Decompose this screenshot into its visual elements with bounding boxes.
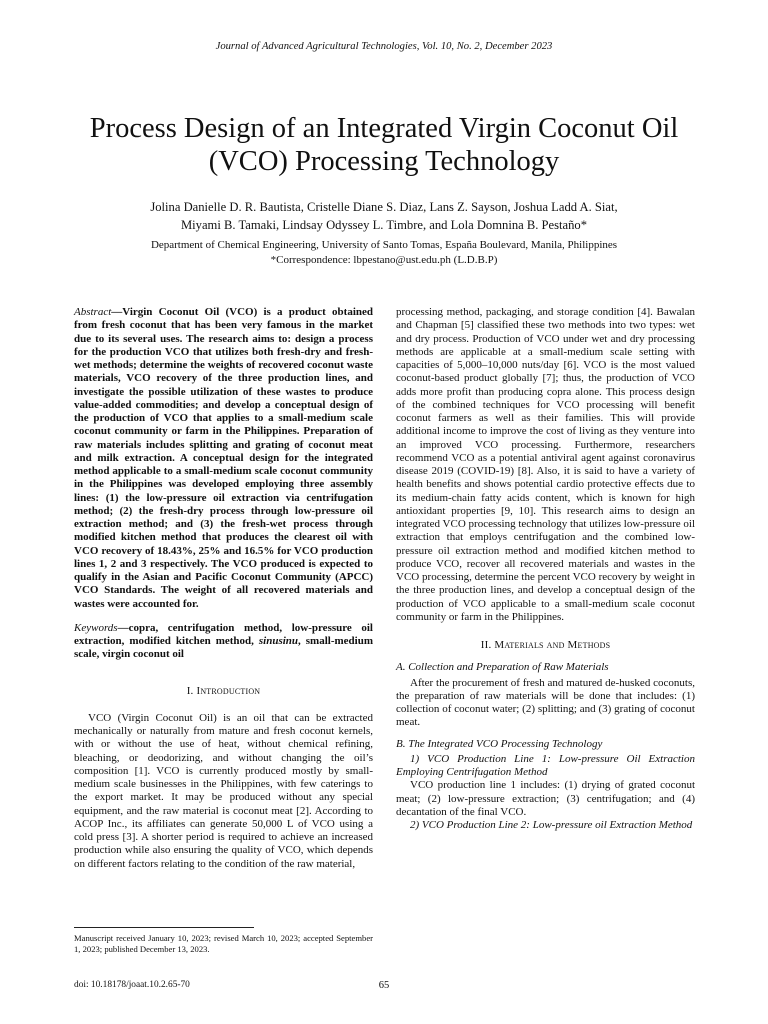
keywords-text-a: —copra, centrifugation method, low-pressure oil extraction, modified kitchen method,	[74, 621, 373, 647]
affiliation-block	[40, 238, 728, 267]
journal-header: Journal of Advanced Agricultural Technologies, Vol. 10, No. 2, December 2023	[215, 41, 553, 52]
keywords-text-b: , small-medium scale, virgin coconut oil	[74, 635, 373, 661]
manuscript-footnote: Manuscript received January 10, 2023; revised March 10, 2023; accepted September 1, 2023; published December 13, 2023.	[74, 933, 373, 954]
correspondence: *Correspondence: lbpestano@ust.edu.ph (L.D.B.P)	[270, 253, 498, 266]
author-list	[40, 199, 728, 234]
keywords-label: Keywords	[74, 621, 118, 634]
abstract-label: Abstract	[74, 306, 112, 318]
authors-line-2: Miyami B. Tamaki, Lindsay Odyssey L. Timbre, and Lola Domnina B. Pestaño*	[180, 217, 588, 232]
subsection-a-paragraph: After the procurement of fresh and matured de-husked coconuts, the preparation of raw materials will be done that includes: (1) collection of coconut water; (2) splitting; and (3) grating of coconut meat.	[396, 676, 695, 729]
footnote-divider	[74, 927, 254, 928]
introduction-paragraph-continued: processing method, packaging, and storage condition [4]. Bawalan and Chapman [5] classified these two methods into two types: wet and dry process. Production of VCO under wet and dry processing methods are applicable at a small-medium scale setting with capacities of 5,000–10,000 nuts/day [6]. VCO is the most valued coconut-based product globally [7]; thus, the production of VCO adds more profit than producing copra alone. This process design of the combined techniques for VCO processing will benefit coconut farmers as well as their families. This will provide additional income to improve the cost of living as they venture into an improved VCO processing. Furthermore, researchers recommend VCO as a potential antiviral agent against coronavirus disease 2019 (COVID-19) [8]. Also, it is said to have a variety of health benefits and shows potential cardio protective effects due to its medium-chain fatty acids content, which is known for high antioxidant properties [9, 10]. This research aims to design an integrated VCO processing technology that utilizes low-pressure oil extraction that employs centrifugation and the combined low-pressure oil extraction method and modified kitchen method to produce VCO, recover all recovered materials and wastes in the VCO processing, determine the percent VCO recovery by weight in the three production lines, and develop a conceptual design of the production of VCO applicable to a small-medium scale coconut community or farm in the Philippines.	[396, 306, 695, 623]
abstract	[74, 306, 373, 611]
subsection-heading-a: A. Collection and Preparation of Raw Materials	[396, 661, 609, 674]
left-column	[74, 306, 373, 871]
keywords-italic-term: sinusinu	[258, 635, 299, 647]
abstract-text: Virgin Coconut Oil (VCO) is a product obtained from fresh coconut that has been very famous in the market due to its several uses. The research aims to: design a process for the production VCO that utilizes both fresh-dry and fresh-wet methods; determine the weights of recovered coconut waste materials, VCO recovery of the three production lines, and investigate the possible utilization of these wastes to produce value-added commodities; and develop a conceptual design of the production of VCO that applies to a small-medium scale coconut community or farm in the Philippines. Preparation of raw materials includes splitting and grating of coconut meat and milk extraction. A conceptual design for the integrated method applicable to a small-medium scale coconut community in the Philippines was developed employing three assembly lines: (1) the low-pressure oil extraction via centrifugation method; (2) the fresh-dry process through low-pressure oil extraction method; and (3) the fresh-wet process through modified kitchen method that produces the clearest oil with VCO recovery of 18.43%, 25% and 16.5% for VCO production lines 1, 2 and 3 respectively. The VCO produced is expected to qualify in the Asian and Pacific Coconut Community (APCC) VCO Standards. The weight of all recovered materials and wastes were accounted for.	[74, 306, 373, 610]
keywords	[74, 622, 373, 662]
doi-text: doi: 10.18178/joaat.10.2.65-70	[74, 980, 190, 990]
abstract-dash: —	[111, 306, 123, 318]
right-column	[396, 306, 695, 832]
subsubsection-heading-b2: 2) VCO Production Line 2: Low-pressure oil Extraction Method	[410, 819, 693, 831]
affiliation: Department of Chemical Engineering, University of Santo Tomas, España Boulevard, Manila, Philippines	[150, 239, 618, 251]
section-heading-methods: II. Materials and Methods	[480, 639, 611, 651]
introduction-paragraph: VCO (Virgin Coconut Oil) is an oil that can be extracted mechanically or naturally from mature and fresh coconut kernels, with or without the use of heat, without chemical refining, bleaching, or deodorizing, and without changing the oil’s composition [1]. VCO is currently produced mostly by small-medium scale businesses in the Philippines, with few caterings to the export market. It may be produced without any special equipment, and the raw material is coconut meat [2]. According to ACOP Inc., its affiliates can generate 50,000 L of VCO using a cold press [3]. A shorter period is required to achieve an increased production while also ensuring the quality of VCO, which depends on different factors relating to the condition of the raw material,	[74, 711, 373, 870]
subsubsection-b1-paragraph: VCO production line 1 includes: (1) drying of grated coconut meat; (2) low-pressure extraction; (3) centrifugation; and (4) decantation of the final VCO.	[396, 779, 695, 818]
paper-title: Process Design of an Integrated Virgin Coconut Oil (VCO) Processing Technology	[89, 113, 679, 177]
subsubsection-heading-b1: 1) VCO Production Line 1: Low-pressure Oil Extraction Employing Centrifugation Method	[396, 752, 695, 778]
subsection-heading-b: B. The Integrated VCO Processing Technology	[396, 737, 603, 750]
authors-line-1: Jolina Danielle D. R. Bautista, Cristelle Diane S. Diaz, Lans Z. Sayson, Joshua Ladd A. Siat,	[150, 200, 618, 214]
page-number: 65	[378, 980, 390, 991]
section-heading-introduction: I. Introduction	[186, 684, 261, 697]
